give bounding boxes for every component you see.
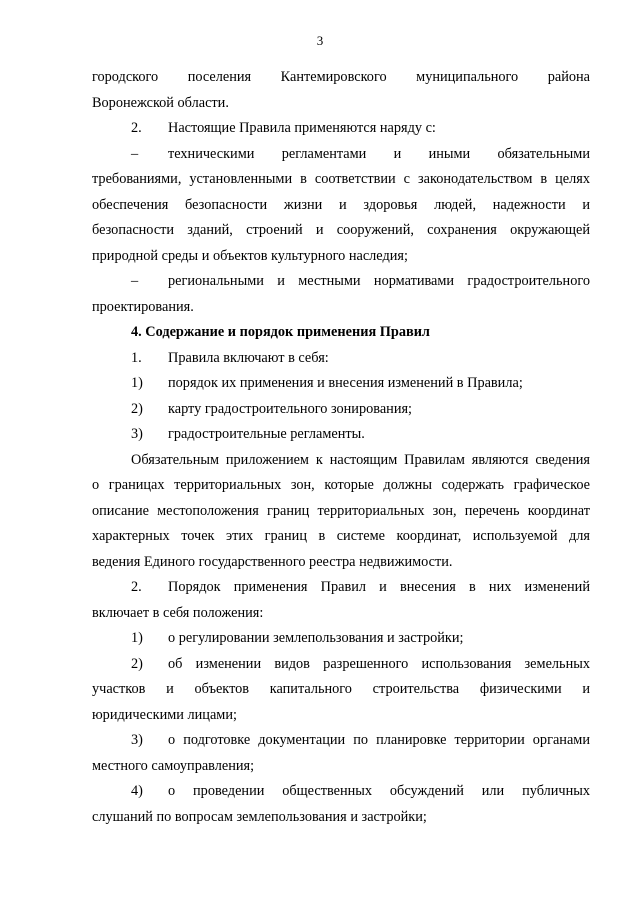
list-item-text: региональными и местными нормативами градостроительного — [168, 273, 590, 289]
text-line: обеспечения безопасности жизни и здоровья людей, надежности и — [92, 196, 590, 213]
list-item-text: о проведении общественных обсуждений или публичных — [168, 783, 590, 799]
list-marker: 2. — [131, 579, 142, 595]
list-item-text: Правила включают в себя: — [168, 349, 329, 366]
list-item-line — [131, 728, 590, 752]
text-line: местного самоуправления; — [92, 757, 255, 774]
text-line: слушаний по вопросам землепользования и застройки; — [92, 808, 427, 825]
list-item-text: об изменении видов разрешенного использования земельных — [168, 655, 590, 672]
list-item-text: техническими регламентами и иными обязательными — [168, 145, 590, 162]
text-line: безопасности зданий, строений и сооружений, сохранения окружающей — [92, 222, 590, 238]
list-marker: – — [131, 273, 139, 289]
list-item-line — [131, 422, 590, 446]
list-marker: 2) — [131, 655, 143, 672]
list-item-line — [131, 371, 590, 395]
list-item-line — [131, 652, 590, 676]
list-item-line — [131, 575, 590, 599]
list-item-text: Порядок применения Правил и внесения в них изменений — [168, 579, 590, 595]
list-item-text: о регулировании землепользования и застройки; — [168, 630, 464, 646]
list-item-line — [131, 142, 590, 166]
list-item-text: Настоящие Правила применяются наряду с: — [168, 120, 436, 136]
text-line: требованиями, установленными в соответствии с законодательством в целях — [92, 171, 590, 187]
text-line: природной среды и объектов культурного наследия; — [92, 247, 408, 264]
text-line: характерных точек этих границ в системе координат, используемой для — [92, 528, 590, 544]
list-marker: 1. — [131, 349, 142, 366]
text-line: Воронежской области. — [92, 94, 229, 111]
list-item-line — [131, 626, 590, 650]
list-marker: 2) — [131, 400, 143, 417]
list-marker: 1) — [131, 375, 143, 391]
list-marker: 3) — [131, 426, 143, 442]
text-line: ведения Единого государственного реестра недвижимости. — [92, 553, 453, 570]
text-line: городского поселения Кантемировского муниципального района — [92, 69, 590, 85]
list-item-line — [131, 116, 590, 140]
list-item-line — [131, 779, 590, 803]
list-item-text: порядок их применения и внесения изменений в Правила; — [168, 375, 523, 391]
list-item-text: градостроительные регламенты. — [168, 426, 365, 442]
list-item-text: о подготовке документации по планировке территории органами — [168, 732, 590, 748]
text-line: о границах территориальных зон, которые должны содержать графическое — [92, 477, 590, 493]
page-number: 3 — [316, 33, 324, 48]
list-item-line — [131, 269, 590, 293]
text-line: включает в себя положения: — [92, 604, 264, 621]
text-line: Обязательным приложением к настоящим Правилам являются сведения — [131, 451, 590, 468]
list-marker: – — [131, 145, 139, 162]
list-item-line — [131, 346, 590, 370]
text-line: юридическими лицами; — [92, 706, 237, 723]
list-marker: 4) — [131, 783, 143, 799]
list-marker: 1) — [131, 630, 143, 646]
list-item-line — [131, 397, 590, 421]
list-item-text: карту градостроительного зонирования; — [168, 400, 413, 417]
text-line: участков и объектов капитального строительства физическими и — [92, 681, 590, 697]
list-marker: 2. — [131, 120, 142, 136]
text-line: проектирования. — [92, 298, 194, 315]
list-marker: 3) — [131, 732, 143, 748]
text-line: описание местоположения границ территориальных зон, перечень координат — [92, 502, 590, 519]
section-heading: 4. Содержание и порядок применения Правил — [131, 324, 430, 340]
